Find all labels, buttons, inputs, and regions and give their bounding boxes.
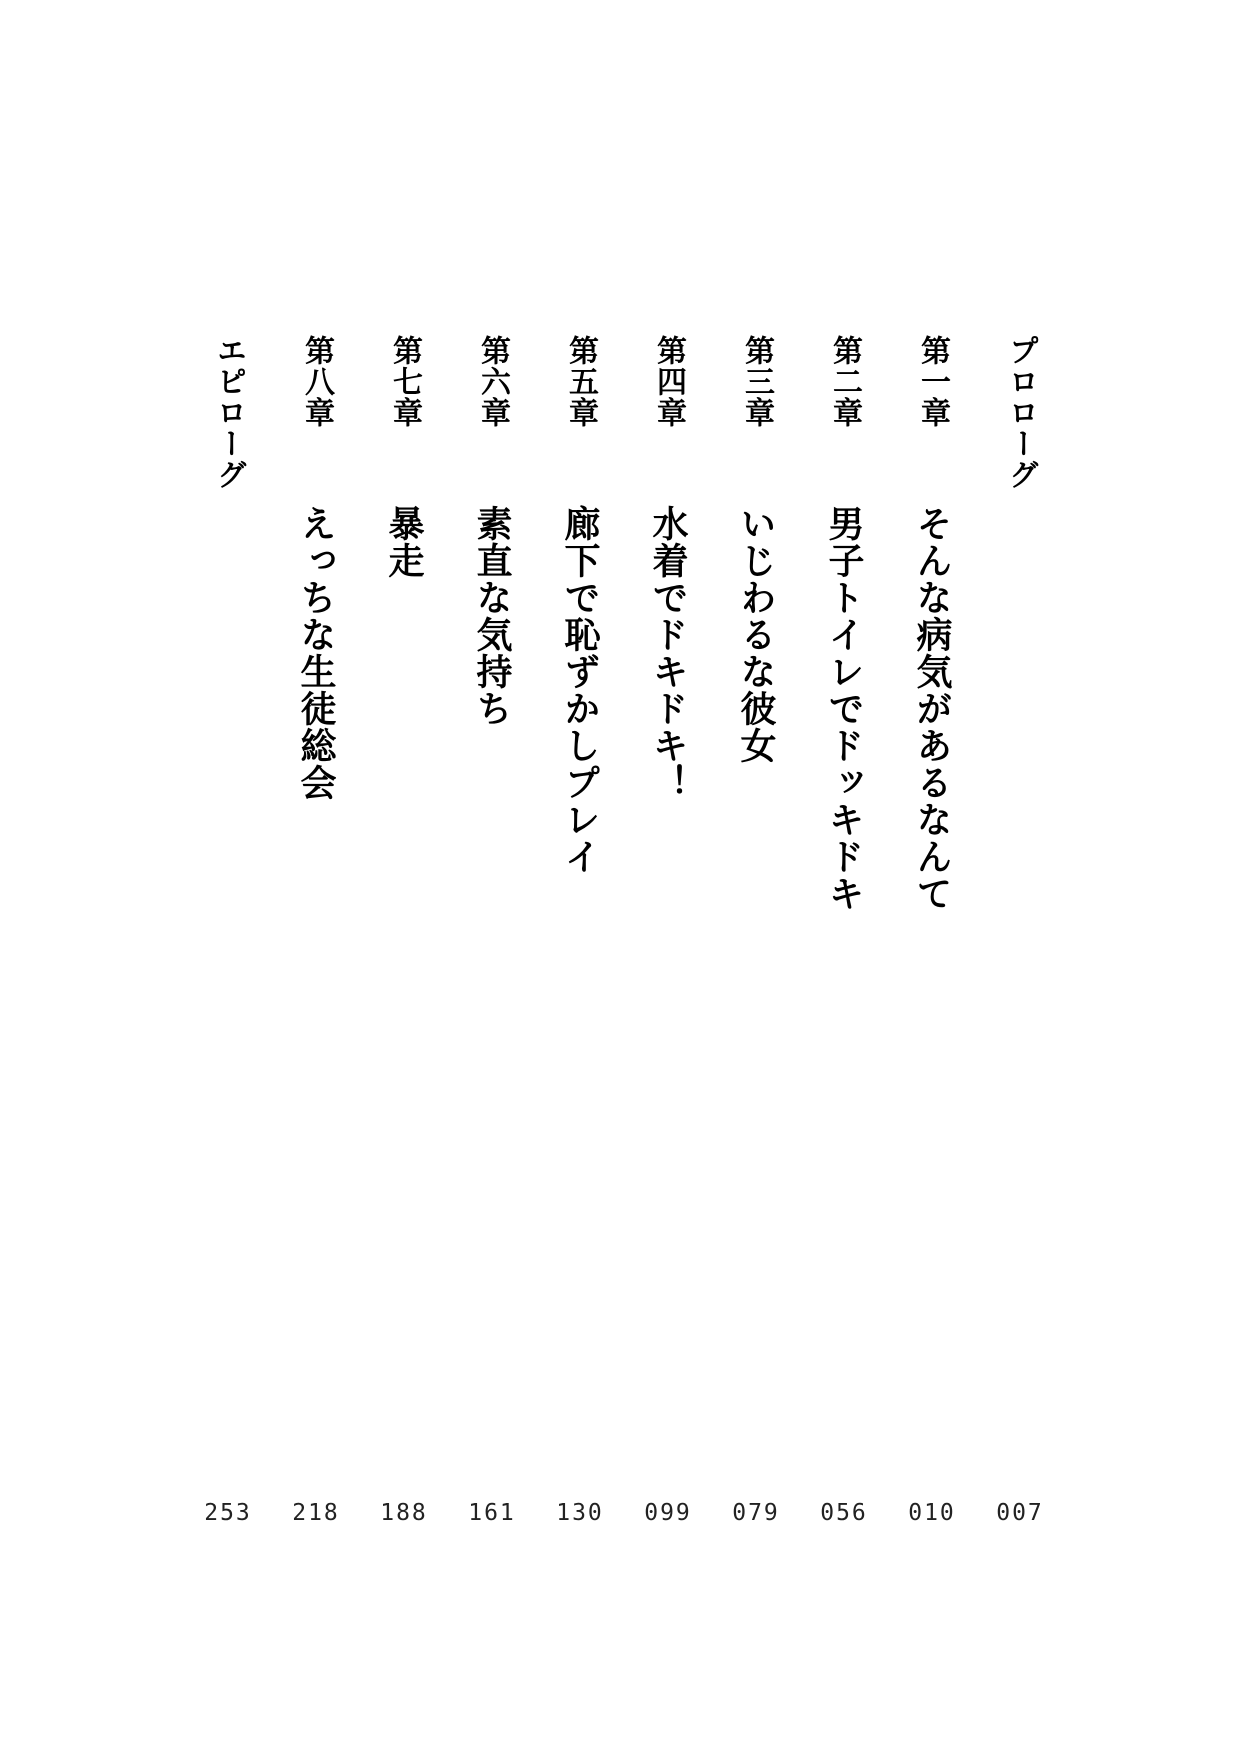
chapter-title: 廊下で恥ずかしプレイ (559, 505, 601, 875)
chapter-label: プロローグ (1003, 335, 1038, 490)
toc-entry-chapter-8[interactable] (286, 335, 346, 1565)
chapter-title: えっちな生徒総会 (295, 505, 337, 801)
toc-entry-chapter-2[interactable] (814, 335, 874, 1565)
toc-entry-prologue[interactable] (990, 335, 1050, 1565)
chapter-label: 第一章 (915, 335, 950, 428)
chapter-label: 第三章 (739, 335, 774, 428)
chapter-label: 第四章 (651, 335, 686, 428)
page-number: 188 (380, 1500, 428, 1526)
toc-entry-chapter-5[interactable] (550, 335, 610, 1565)
toc-entry-chapter-1[interactable] (902, 335, 962, 1565)
chapter-label: エピローグ (211, 335, 246, 490)
chapter-title: 暴走 (383, 505, 425, 579)
toc-entry-chapter-3[interactable] (726, 335, 786, 1565)
page-number: 010 (908, 1500, 956, 1526)
chapter-title: 水着でドキドキ！ (647, 505, 689, 801)
chapter-title: 素直な気持ち (471, 505, 513, 727)
chapter-title: 男子トイレでドッキドキ (823, 505, 865, 912)
toc-entry-chapter-4[interactable] (638, 335, 698, 1565)
page-number: 099 (644, 1500, 692, 1526)
page-number: 218 (292, 1500, 340, 1526)
page-number: 079 (732, 1500, 780, 1526)
page-number: 007 (996, 1500, 1044, 1526)
chapter-label: 第二章 (827, 335, 862, 428)
page-number: 056 (820, 1500, 868, 1526)
page-number: 253 (204, 1500, 252, 1526)
chapter-title: そんな病気があるなんて (911, 505, 953, 912)
chapter-label: 第六章 (475, 335, 510, 428)
page-number: 161 (468, 1500, 516, 1526)
toc-entry-chapter-6[interactable] (462, 335, 522, 1565)
chapter-label: 第五章 (563, 335, 598, 428)
chapter-title: いじわるな彼女 (735, 505, 777, 764)
chapter-label: 第八章 (299, 335, 334, 428)
toc-entry-epilogue[interactable] (198, 335, 258, 1565)
toc-entry-chapter-7[interactable] (374, 335, 434, 1565)
page-number: 130 (556, 1500, 604, 1526)
chapter-label: 第七章 (387, 335, 422, 428)
